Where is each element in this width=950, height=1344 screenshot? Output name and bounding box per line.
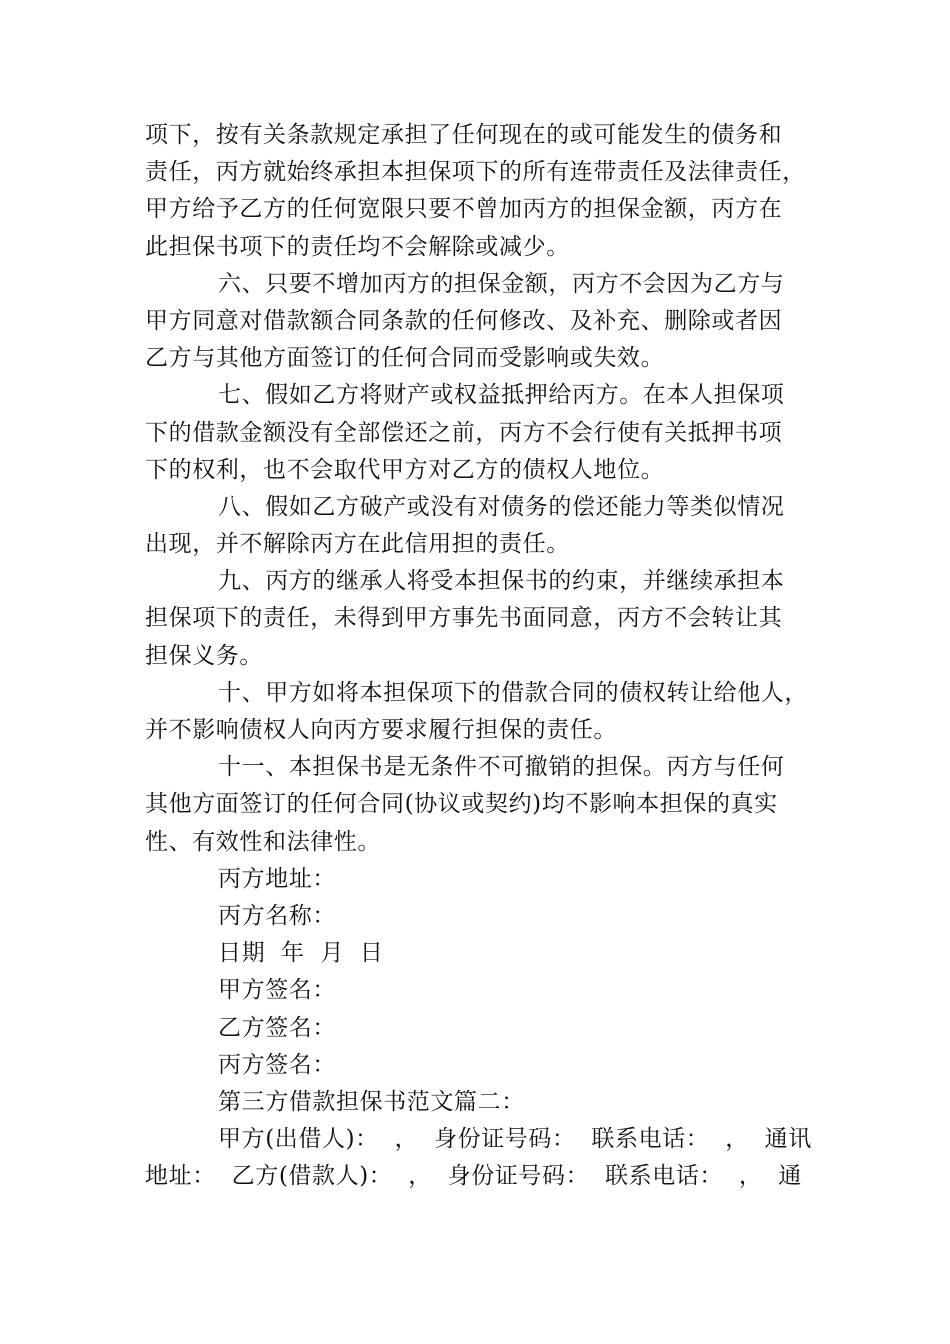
text-line: 性、有效性和法律性。 bbox=[145, 828, 381, 855]
document-page bbox=[145, 117, 812, 1195]
party-b-signature-label: 乙方签名： bbox=[218, 1014, 336, 1041]
text-line: 甲方给予乙方的任何宽限只要不曾加丙方的担保金额，丙方在 bbox=[145, 196, 783, 223]
text-line: 责任，丙方就始终承担本担保项下的所有连带责任及法律责任， bbox=[145, 159, 806, 186]
clause-8-first-line: 八、假如乙方破产或没有对债务的偿还能力等类似情况 bbox=[218, 493, 785, 520]
party-b-info-line: 地址： 乙方(借款人)： ， 身份证号码： 联系电话： ， 通 bbox=[145, 1163, 802, 1190]
party-c-name-label: 丙方名称： bbox=[218, 902, 336, 929]
text-line: 担保项下的责任，未得到甲方事先书面同意，丙方不会转让其 bbox=[145, 605, 783, 632]
text-line: 下的权利，也不会取代甲方对乙方的债权人地位。 bbox=[145, 456, 665, 483]
party-c-address-label: 丙方地址： bbox=[218, 865, 336, 892]
party-a-info-line: 甲方(出借人)： ， 身份证号码： 联系电话： ， 通讯 bbox=[218, 1126, 812, 1153]
party-c-signature-label: 丙方签名： bbox=[218, 1051, 336, 1078]
clause-6-first-line: 六、只要不增加丙方的担保金额，丙方不会因为乙方与 bbox=[218, 270, 785, 297]
text-line: 项下，按有关条款规定承担了任何现在的或可能发生的债务和 bbox=[145, 122, 783, 148]
text-line: 其他方面签订的任何合同(协议或契约)均不影响本担保的真实 bbox=[145, 791, 778, 818]
text-line: 此担保书项下的责任均不会解除或减少。 bbox=[145, 233, 570, 260]
party-a-signature-label: 甲方签名： bbox=[218, 977, 336, 1004]
section-heading: 第三方借款担保书范文篇二： bbox=[218, 1088, 525, 1115]
text-line: 担保义务。 bbox=[145, 642, 263, 669]
text-line: 并不影响债权人向丙方要求履行担保的责任。 bbox=[145, 717, 617, 743]
text-line: 下的借款金额没有全部偿还之前，丙方不会行使有关抵押书项 bbox=[145, 419, 783, 446]
date-label: 日期 年 月 日 bbox=[218, 940, 384, 967]
clause-9-first-line: 九、丙方的继承人将受本担保书的约束，并继续承担本 bbox=[218, 568, 785, 595]
text-line: 乙方与其他方面签订的任何合同而受影响或失效。 bbox=[145, 345, 665, 372]
text-line: 出现，并不解除丙方在此信用担的责任。 bbox=[145, 531, 570, 558]
clause-10-first-line: 十、甲方如将本担保项下的借款合同的债权转让给他人， bbox=[218, 679, 808, 706]
clause-11-first-line: 十一、本担保书是无条件不可撤销的担保。丙方与任何 bbox=[218, 754, 785, 781]
clause-7-first-line: 七、假如乙方将财产或权益抵押给丙方。在本人担保项 bbox=[218, 382, 785, 409]
text-line: 甲方同意对借款额合同条款的任何修改、及补充、删除或者因 bbox=[145, 307, 783, 334]
